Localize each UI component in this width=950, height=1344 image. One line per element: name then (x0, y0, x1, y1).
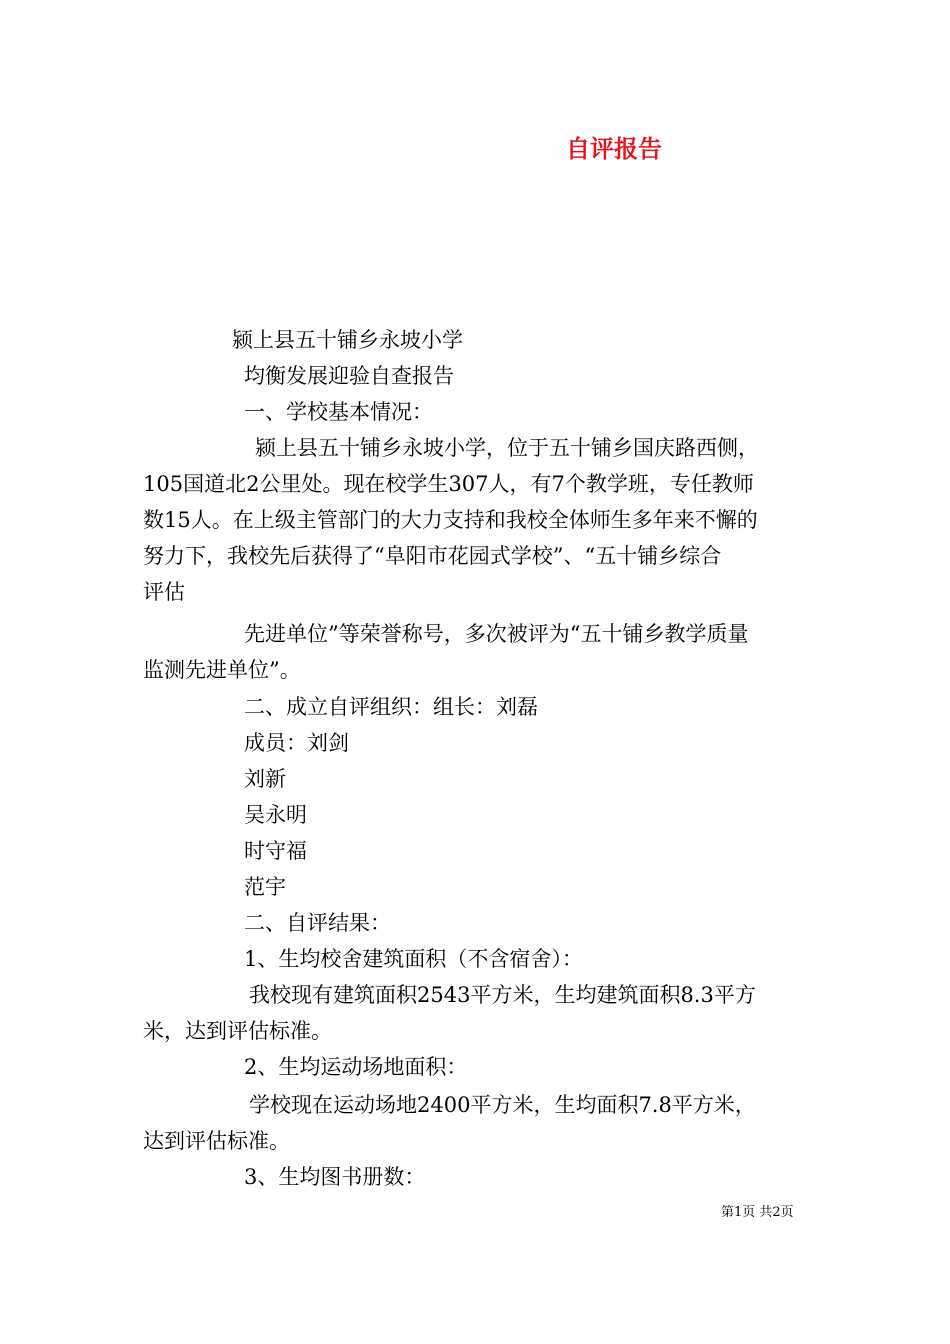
section1-line: 数15人。在上级主管部门的大力支持和我校全体师生多年来不懈的 (143, 508, 758, 532)
document-title: 自评报告 (566, 135, 662, 163)
report-title: 均衡发展迎验自查报告 (244, 364, 454, 388)
item3-heading: 3、生均图书册数： (244, 1165, 426, 1189)
section3-heading: 二、自评结果： (244, 911, 391, 935)
section1-line: 105国道北2公里处。现在校学生307人，有7个教学班，专任教师 (143, 472, 754, 496)
section1-line: 评估 (143, 580, 185, 604)
item1-line: 我校现有建筑面积2543平方米，生均建筑面积8.3平方 (249, 983, 756, 1007)
item2-line: 学校现在运动场地2400平方米，生均面积7.8平方米， (249, 1093, 756, 1117)
section1-heading: 一、学校基本情况： (244, 400, 433, 424)
item2-heading: 2、生均运动场地面积： (244, 1055, 468, 1079)
school-name: 颍上县五十铺乡永坡小学 (232, 328, 463, 352)
member-item: 吴永明 (244, 803, 307, 827)
members-label: 成员：刘剑 (244, 731, 349, 755)
section1-line: 监测先进单位”。 (143, 658, 301, 682)
item1-line: 米，达到评估标准。 (143, 1019, 332, 1043)
member-item: 刘新 (244, 767, 286, 791)
section2-heading: 二、成立自评组织：组长：刘磊 (244, 695, 538, 719)
member-item: 时守福 (244, 839, 307, 863)
item1-heading: 1、生均校舍建筑面积（不含宿舍）： (244, 947, 583, 971)
page-footer: 第1页 共2页 (721, 1205, 794, 1220)
section1-line: 努力下，我校先后获得了“阜阳市花园式学校”、“五十铺乡综合 (143, 544, 722, 568)
section1-line: 颍上县五十铺乡永坡小学，位于五十铺乡国庆路西侧， (255, 436, 759, 460)
member-item: 范宇 (244, 875, 286, 899)
item2-line: 达到评估标准。 (143, 1129, 290, 1153)
section1-line: 先进单位”等荣誉称号，多次被评为“五十铺乡教学质量 (244, 622, 749, 646)
